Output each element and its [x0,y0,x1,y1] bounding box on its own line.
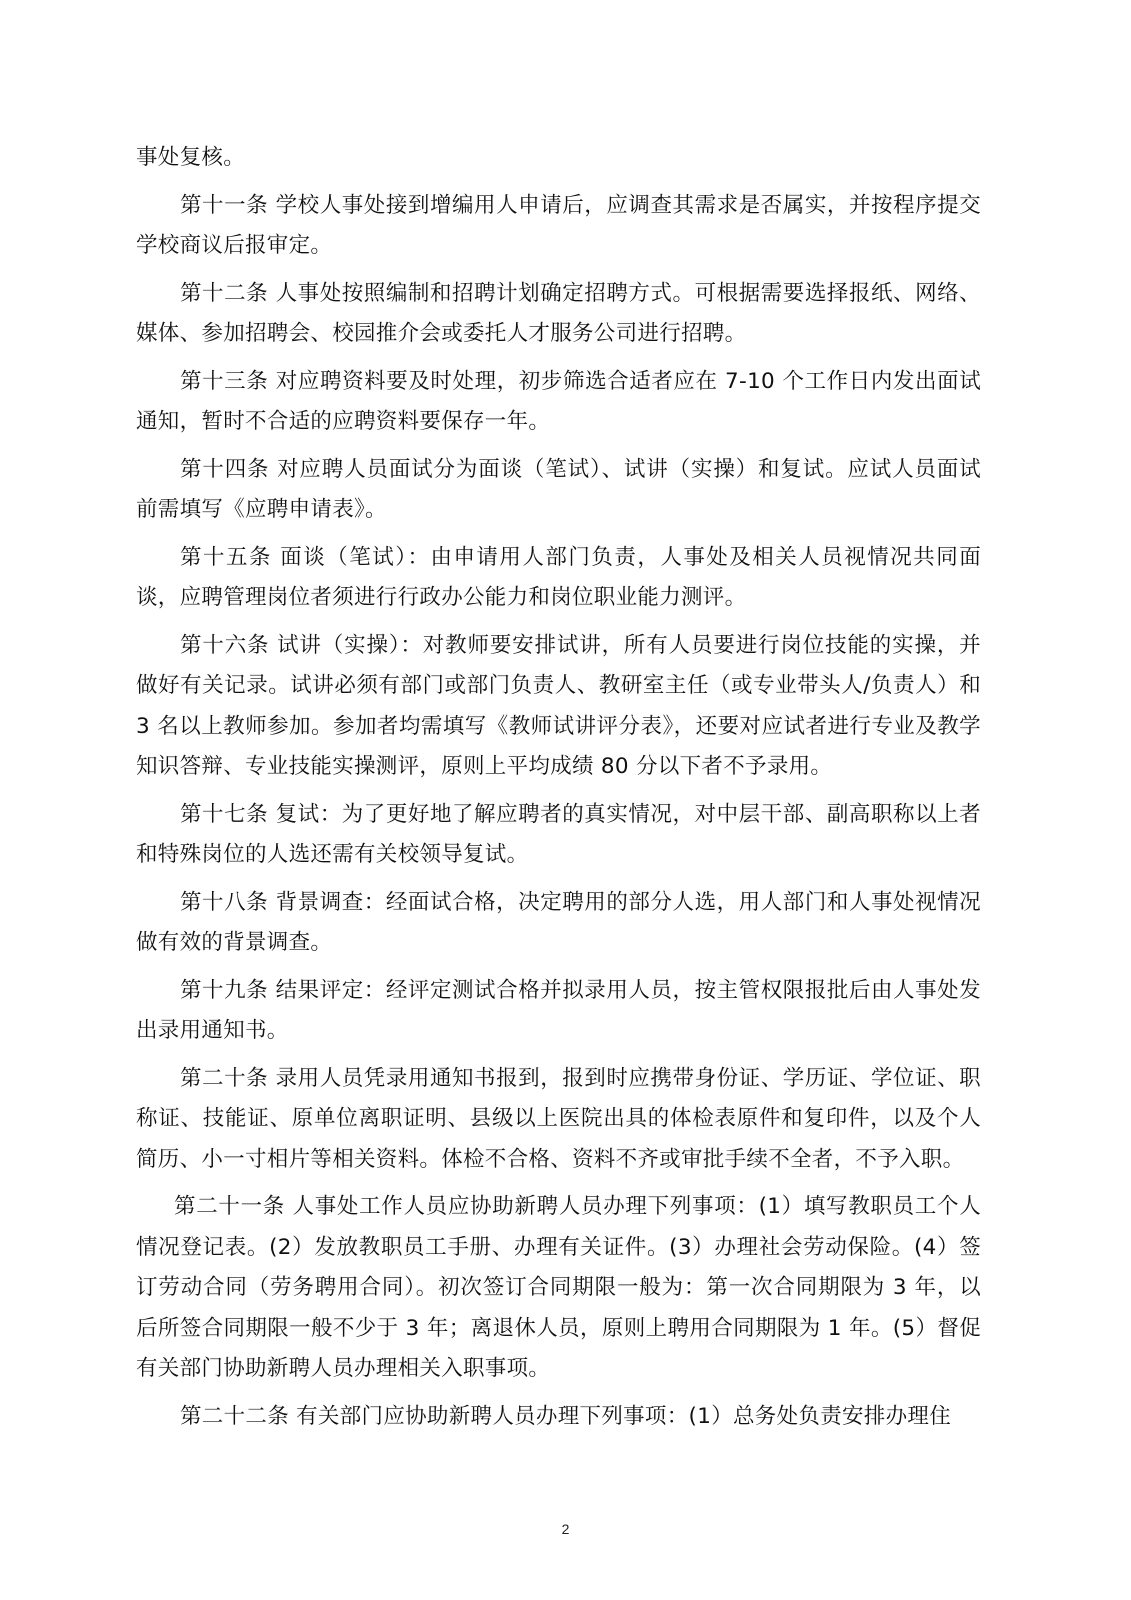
document-body [136,138,981,1437]
article-17: 第十七条 复试：为了更好地了解应聘者的真实情况，对中层干部、副高职称以上者和特殊岗位的人选还需有关校领导复试。 [136,801,981,867]
article-18: 第十八条 背景调查：经面试合格，决定聘用的部分人选，用人部门和人事处视情况做有效的背景调查。 [136,889,981,955]
article-16: 第十六条 试讲（实操）：对教师要安排试讲，所有人员要进行岗位技能的实操，并做好有关记录。试讲必须有部门或部门负责人、教研室主任（或专业带头人/负责人）和 3 名以上教师参加。参加者均需填写《教师试讲评分表》，还要对应试者进行专业及教学知识答辩、专业技能实操测评，原则上平均成绩 80 分以下者不予录用。 [136,632,981,779]
page-number: 2 [561,1521,570,1537]
article-20: 第二十条 录用人员凭录用通知书报到，报到时应携带身份证、学历证、学位证、职称证、技能证、原单位离职证明、县级以上医院出具的体检表原件和复印件，以及个人简历、小一寸相片等相关资料。体检不合格、资料不齐或审批手续不全者，不予入职。 [136,1065,981,1172]
article-11: 第十一条 学校人事处接到增编用人申请后，应调查其需求是否属实，并按程序提交学校商议后报审定。 [136,192,981,258]
article-12: 第十二条 人事处按照编制和招聘计划确定招聘方式。可根据需要选择报纸、网络、媒体、参加招聘会、校园推介会或委托人才服务公司进行招聘。 [136,280,981,346]
article-19: 第十九条 结果评定：经评定测试合格并拟录用人员，按主管权限报批后由人事处发出录用通知书。 [136,977,981,1043]
article-22: 第二十二条 有关部门应协助新聘人员办理下列事项：(1）总务处负责安排办理住 [180,1403,952,1429]
article-15: 第十五条 面谈（笔试）：由申请用人部门负责，人事处及相关人员视情况共同面谈，应聘管理岗位者须进行行政办公能力和岗位职业能力测评。 [136,544,981,610]
paragraph-continuation: 事处复核。 [136,145,246,170]
article-14: 第十四条 对应聘人员面试分为面谈（笔试）、试讲（实操）和复试。应试人员面试前需填写《应聘申请表》。 [136,456,981,522]
article-21: 第二十一条 人事处工作人员应协助新聘人员办理下列事项：(1）填写教职员工个人情况登记表。(2）发放教职员工手册、办理有关证件。(3）办理社会劳动保险。(4）签订劳动合同（劳务聘用合同）。初次签订合同期限一般为：第一次合同期限为 3 年，以后所签合同期限一般不少于 3 年；离退休人员，原则上聘用合同期限为 1 年。(5）督促有关部门协助新聘人员办理相关入职事项。 [136,1194,981,1381]
article-13: 第十三条 对应聘资料要及时处理，初步筛选合适者应在 7-10 个工作日内发出面试通知，暂时不合适的应聘资料要保存一年。 [136,368,981,434]
